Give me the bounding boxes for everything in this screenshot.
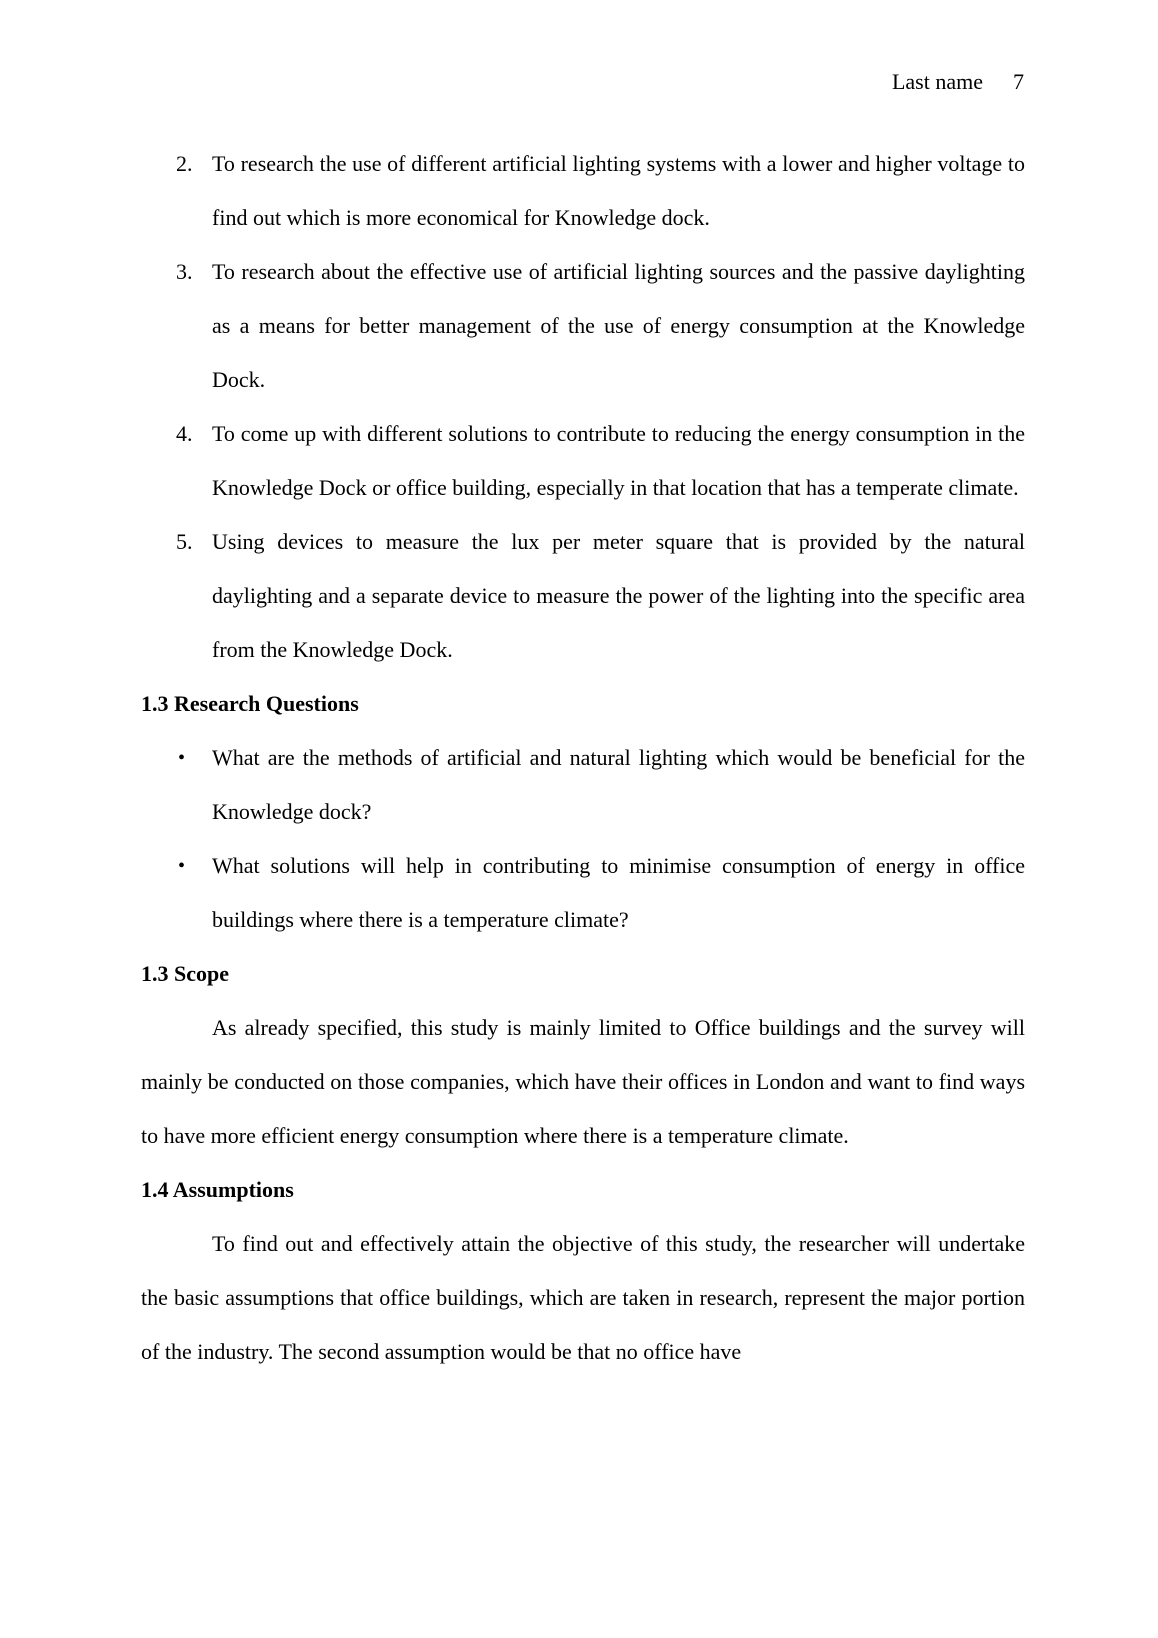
- header-page-number: 7: [1013, 69, 1024, 94]
- list-item-text: To come up with different solutions to contribute to reducing the energy consumption in the Knowledge Dock or office building, especially in that location that has a temperate climate.: [212, 421, 1025, 500]
- list-item-text: What are the methods of artificial and natural lighting which would be beneficial for the Knowledge dock?: [212, 745, 1025, 824]
- list-item-text: Using devices to measure the lux per meter square that is provided by the natural daylighting and a separate device to measure the power of the lighting into the specific area from the Knowledge Dock.: [212, 529, 1025, 662]
- list-item: [141, 731, 1025, 839]
- research-questions-list: [141, 731, 1025, 947]
- research-questions-heading: 1.3 Research Questions: [141, 691, 359, 716]
- scope-paragraph: As already specified, this study is mainly limited to Office buildings and the survey will mainly be conducted on those companies, which have their offices in London and want to find ways to have more efficient energy consumption where there is a temperature climate.: [141, 1015, 1025, 1148]
- assumptions-paragraph: To find out and effectively attain the objective of this study, the researcher will undertake the basic assumptions that office buildings, which are taken in research, represent the major portion of the industry. The second assumption would be that no office have: [141, 1231, 1025, 1364]
- objectives-list: [141, 137, 1025, 677]
- document-body: [141, 137, 1025, 1379]
- list-item: [141, 137, 1025, 245]
- list-item: [141, 407, 1025, 515]
- bullet-icon: •: [178, 747, 186, 769]
- list-item: [141, 839, 1025, 947]
- bullet-icon: •: [178, 855, 186, 877]
- list-number: 3.: [176, 259, 193, 284]
- list-number: 5.: [176, 529, 193, 554]
- scope-heading: 1.3 Scope: [141, 961, 229, 986]
- list-item-text: To research about the effective use of artificial lighting sources and the passive daylighting as a means for better management of the use of energy consumption at the Knowledge Dock.: [212, 259, 1025, 392]
- list-item-text: To research the use of different artificial lighting systems with a lower and higher voltage to find out which is more economical for Knowledge dock.: [212, 151, 1025, 230]
- list-item: [141, 245, 1025, 407]
- list-number: 4.: [176, 421, 193, 446]
- list-item: [141, 515, 1025, 677]
- header-last-name: Last name: [891, 69, 983, 94]
- page-header: [892, 68, 1024, 96]
- list-item-text: What solutions will help in contributing to minimise consumption of energy in office buildings where there is a temperature climate?: [212, 853, 1025, 932]
- list-number: 2.: [176, 151, 193, 176]
- assumptions-heading: 1.4 Assumptions: [141, 1177, 294, 1202]
